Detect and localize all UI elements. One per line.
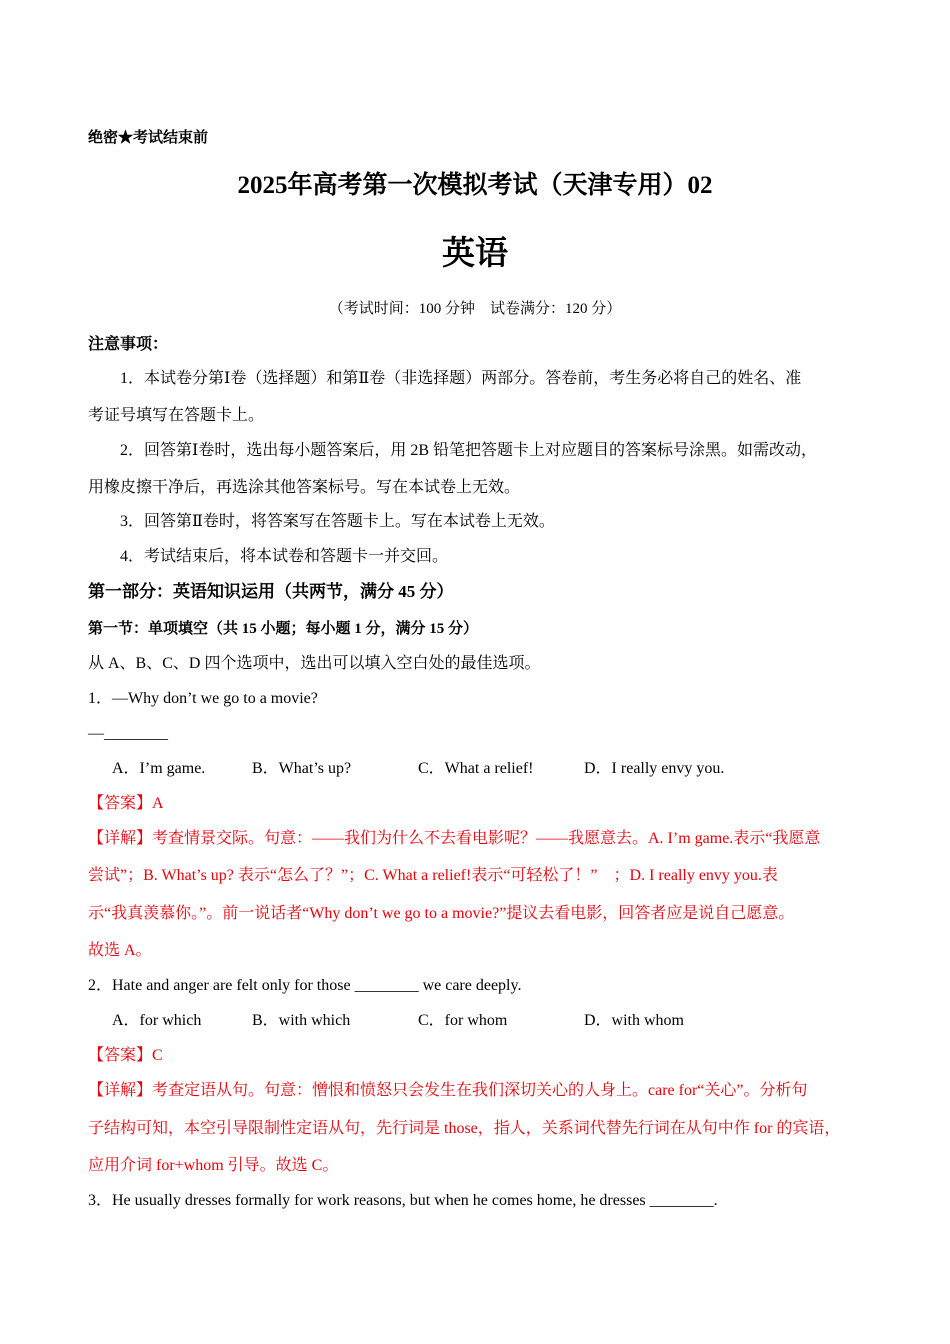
- section1-heading: 第一节：单项填空（共 15 小题；每小题 1 分，满分 15 分）: [88, 621, 479, 637]
- exam-title: 2025年高考第一次模拟考试（天津专用）02: [237, 172, 713, 199]
- explanation-line: 子结构可知，本空引导限制性定语从句，先行词是 those，指人，关系词代替先行词在从句中作 for 的宾语，: [88, 1120, 841, 1137]
- subject-title: 英语: [442, 236, 508, 272]
- question-stem-line: —________: [88, 725, 168, 742]
- option-d: D．with whom: [584, 1012, 685, 1029]
- option-a: A．for which: [112, 1012, 202, 1029]
- answer-label: 【答案】A: [88, 795, 164, 812]
- option-a: A．I’m game.: [112, 760, 206, 777]
- note-item: 考证号填写在答题卡上。: [88, 407, 265, 424]
- note-item: 3．回答第Ⅱ卷时，将答案写在答题卡上。写在本试卷上无效。: [120, 513, 555, 530]
- note-item: 2．回答第Ⅰ卷时，选出每小题答案后，用 2B 铅笔把答题卡上对应题目的答案标号涂黑。如需改动，: [120, 442, 817, 459]
- answer-label: 【答案】C: [88, 1047, 163, 1064]
- question-stem: 2．Hate and anger are felt only for those ________ we care deeply.: [88, 977, 522, 994]
- option-c: C．for whom: [418, 1012, 508, 1029]
- question-stem: 1．—Why don’t we go to a movie?: [88, 690, 318, 707]
- note-item: 4．考试结束后，将本试卷和答题卡一并交回。: [120, 548, 449, 565]
- explanation-line: 故选 A。: [88, 942, 152, 959]
- explanation-line: 【详解】考查定语从句。句意：憎恨和愤怒只会发生在我们深切关心的人身上。care for“关心”。分析句: [88, 1082, 808, 1099]
- option-d: D．I really envy you.: [584, 760, 725, 777]
- notes-heading: 注意事项：: [88, 336, 169, 353]
- explanation-line: 示“我真羡慕你。”。前一说话者“Why don’t we go to a movie?”提议去看电影，回答者应是说自己愿意。: [88, 905, 795, 922]
- option-b: B．What’s up?: [252, 760, 352, 777]
- question-stem: 3．He usually dresses formally for work reasons, but when he comes home, he dresses ________.: [88, 1192, 718, 1209]
- note-item: 用橡皮擦干净后，再选涂其他答案标号。写在本试卷上无效。: [88, 479, 521, 496]
- note-item: 1．本试卷分第Ⅰ卷（选择题）和第Ⅱ卷（非选择题）两部分。答卷前，考生务必将自己的姓名、准: [120, 370, 802, 387]
- exam-info: （考试时间：100 分钟 试卷满分：120 分）: [328, 301, 622, 317]
- explanation-line: 应用介词 for+whom 引导。故选 C。: [88, 1157, 339, 1174]
- secret-label: 绝密★考试结束前: [88, 130, 209, 146]
- explanation-line: 尝试”；B. What’s up? 表示“怎么了？”；C. What a relief!表示“可轻松了！” ；D. I really envy you.表: [88, 867, 778, 884]
- explanation-line: 【详解】考查情景交际。句意：——我们为什么不去看电影呢？——我愿意去。A. I’m game.表示“我愿意: [88, 830, 821, 847]
- option-b: B．with which: [252, 1012, 351, 1029]
- part1-heading: 第一部分：英语知识运用（共两节，满分 45 分）: [88, 582, 454, 601]
- section1-instruction: 从 A、B、C、D 四个选项中，选出可以填入空白处的最佳选项。: [88, 655, 541, 672]
- option-c: C．What a relief!: [418, 760, 534, 777]
